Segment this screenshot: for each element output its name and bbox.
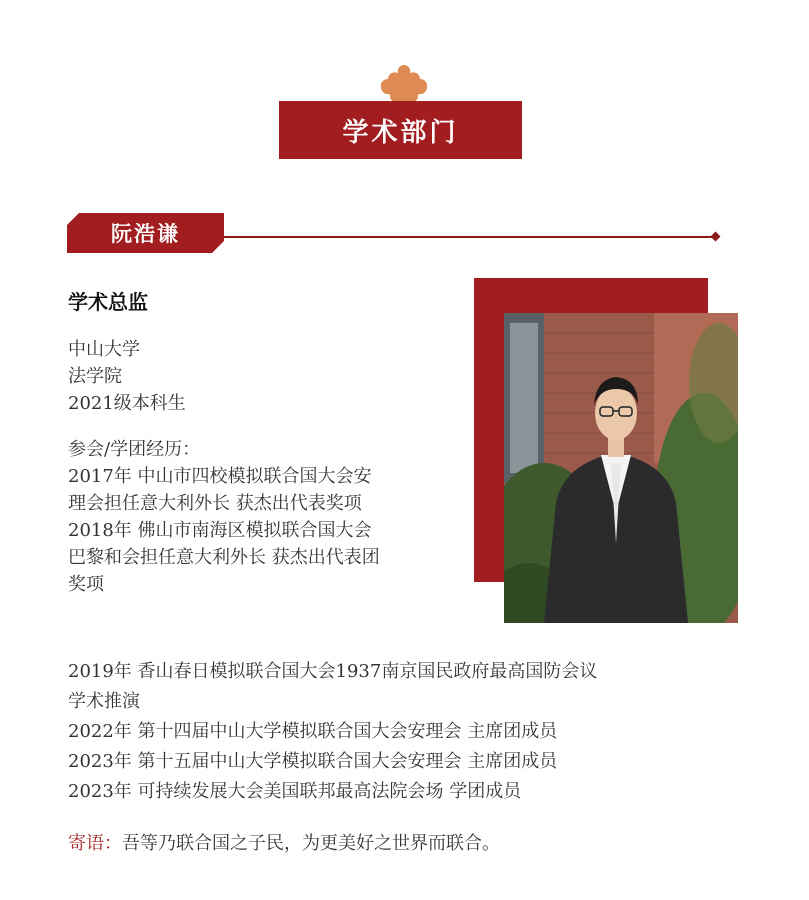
list-item: 学术推演 xyxy=(68,691,140,712)
member-photo xyxy=(504,313,738,623)
divider-end-ornament xyxy=(711,232,721,242)
experience-heading: 参会/学团经历： xyxy=(68,439,201,460)
list-item: 2022年 第十四届中山大学模拟联合国大会安理会 主席团成员 xyxy=(68,721,558,742)
list-item: 2019年 香山春日模拟联合国大会1937南京国民政府最高国防会议 xyxy=(68,661,598,682)
school-line: 2021级本科生 xyxy=(68,393,186,414)
experience-list xyxy=(68,657,748,807)
experience-line: 理会担任意大利外长 获杰出代表奖项 xyxy=(68,493,362,514)
section-title: 学术部门 xyxy=(342,117,459,148)
section-banner xyxy=(279,101,522,159)
experience-line: 奖项 xyxy=(68,574,104,595)
experience-line: 2018年 佛山市南海区模拟联合国大会 xyxy=(68,520,372,541)
experience-line: 巴黎和会担任意大利外长 获杰出代表团 xyxy=(68,547,380,568)
experience-side xyxy=(68,436,380,598)
name-divider-line xyxy=(224,236,714,238)
member-name: 阮浩谦 xyxy=(111,222,180,246)
experience-line: 2017年 中山市四校模拟联合国大会安 xyxy=(68,466,372,487)
list-item: 2023年 可持续发展大会美国联邦最高法院会场 学团成员 xyxy=(68,781,522,802)
list-item: 2023年 第十五届中山大学模拟联合国大会安理会 主席团成员 xyxy=(68,751,558,772)
member-role: 学术总监 xyxy=(68,290,148,314)
name-tag xyxy=(67,213,224,253)
motto-text: 吾等乃联合国之子民，为更美好之世界而联合。 xyxy=(122,833,500,854)
school-line: 法学院 xyxy=(68,366,122,387)
motto-label: 寄语： xyxy=(68,833,122,854)
school-info xyxy=(68,336,186,417)
motto xyxy=(68,830,500,858)
school-line: 中山大学 xyxy=(68,339,140,360)
